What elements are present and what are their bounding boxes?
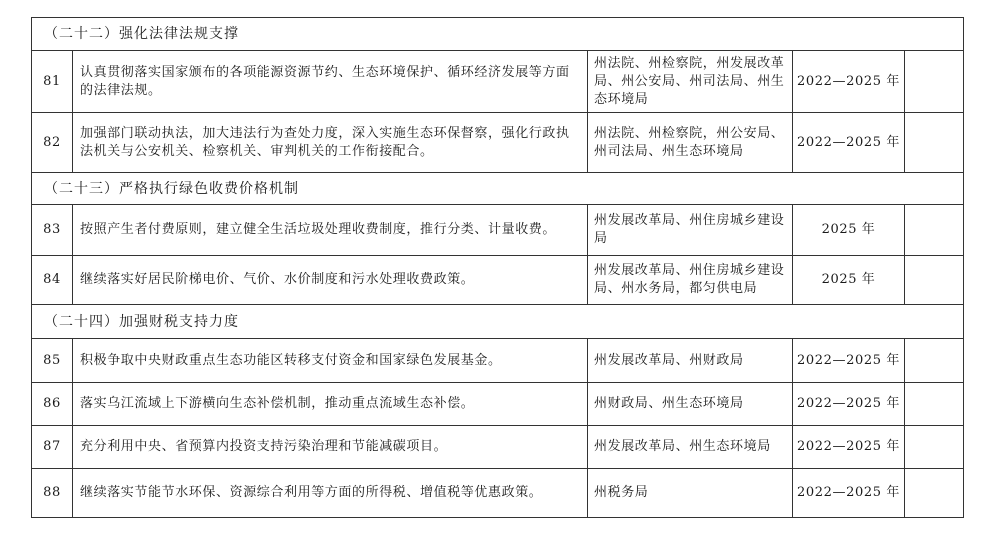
section-header-row (32, 173, 964, 205)
empty-cell (905, 383, 964, 426)
task-table (31, 17, 964, 518)
year-cell: 2025 年 (793, 256, 905, 305)
department-cell: 州发展改革局、州住房城乡建设局 (588, 205, 793, 256)
task-cell: 继续落实节能节水环保、资源综合利用等方面的所得税、增值税等优惠政策。 (73, 469, 588, 518)
department-cell: 州财政局、州生态环境局 (588, 383, 793, 426)
task-cell: 充分利用中央、省预算内投资支持污染治理和节能减碳项目。 (73, 426, 588, 469)
row-number: 81 (32, 51, 73, 113)
table-row (32, 469, 964, 518)
table-row (32, 51, 964, 113)
department-cell: 州税务局 (588, 469, 793, 518)
task-cell: 落实乌江流域上下游横向生态补偿机制，推动重点流域生态补偿。 (73, 383, 588, 426)
empty-cell (905, 256, 964, 305)
empty-cell (905, 339, 964, 383)
department-cell: 州发展改革局、州生态环境局 (588, 426, 793, 469)
table-row (32, 339, 964, 383)
empty-cell (905, 426, 964, 469)
empty-cell (905, 51, 964, 113)
year-cell: 2022—2025 年 (793, 426, 905, 469)
empty-cell (905, 205, 964, 256)
year-cell: 2025 年 (793, 205, 905, 256)
department-cell: 州发展改革局、州住房城乡建设局、州水务局，都匀供电局 (588, 256, 793, 305)
department-cell: 州法院、州检察院，州发展改革局、州公安局、州司法局、州生态环境局 (588, 51, 793, 113)
row-number: 88 (32, 469, 73, 518)
department-cell: 州法院、州检察院，州公安局、州司法局、州生态环境局 (588, 113, 793, 173)
task-cell: 认真贯彻落实国家颁布的各项能源资源节约、生态环境保护、循环经济发展等方面的法律法规。 (73, 51, 588, 113)
row-number: 87 (32, 426, 73, 469)
table-row (32, 256, 964, 305)
year-cell: 2022—2025 年 (793, 469, 905, 518)
empty-cell (905, 113, 964, 173)
task-cell: 加强部门联动执法，加大违法行为查处力度，深入实施生态环保督察，强化行政执法机关与公安机关、检察机关、审判机关的工作衔接配合。 (73, 113, 588, 173)
section-header-row (32, 305, 964, 339)
task-cell: 继续落实好居民阶梯电价、气价、水价制度和污水处理收费政策。 (73, 256, 588, 305)
row-number: 85 (32, 339, 73, 383)
section-title: （二十二）强化法律法规支撑 (32, 18, 964, 51)
empty-cell (905, 469, 964, 518)
task-cell: 积极争取中央财政重点生态功能区转移支付资金和国家绿色发展基金。 (73, 339, 588, 383)
table-row (32, 205, 964, 256)
year-cell: 2022—2025 年 (793, 113, 905, 173)
year-cell: 2022—2025 年 (793, 339, 905, 383)
department-cell: 州发展改革局、州财政局 (588, 339, 793, 383)
row-number: 86 (32, 383, 73, 426)
section-title: （二十四）加强财税支持力度 (32, 305, 964, 339)
row-number: 83 (32, 205, 73, 256)
table-row (32, 383, 964, 426)
row-number: 82 (32, 113, 73, 173)
section-header-row (32, 18, 964, 51)
row-number: 84 (32, 256, 73, 305)
table-row (32, 113, 964, 173)
year-cell: 2022—2025 年 (793, 51, 905, 113)
year-cell: 2022—2025 年 (793, 383, 905, 426)
task-cell: 按照产生者付费原则，建立健全生活垃圾处理收费制度，推行分类、计量收费。 (73, 205, 588, 256)
section-title: （二十三）严格执行绿色收费价格机制 (32, 173, 964, 205)
document-page (31, 17, 964, 518)
table-row (32, 426, 964, 469)
